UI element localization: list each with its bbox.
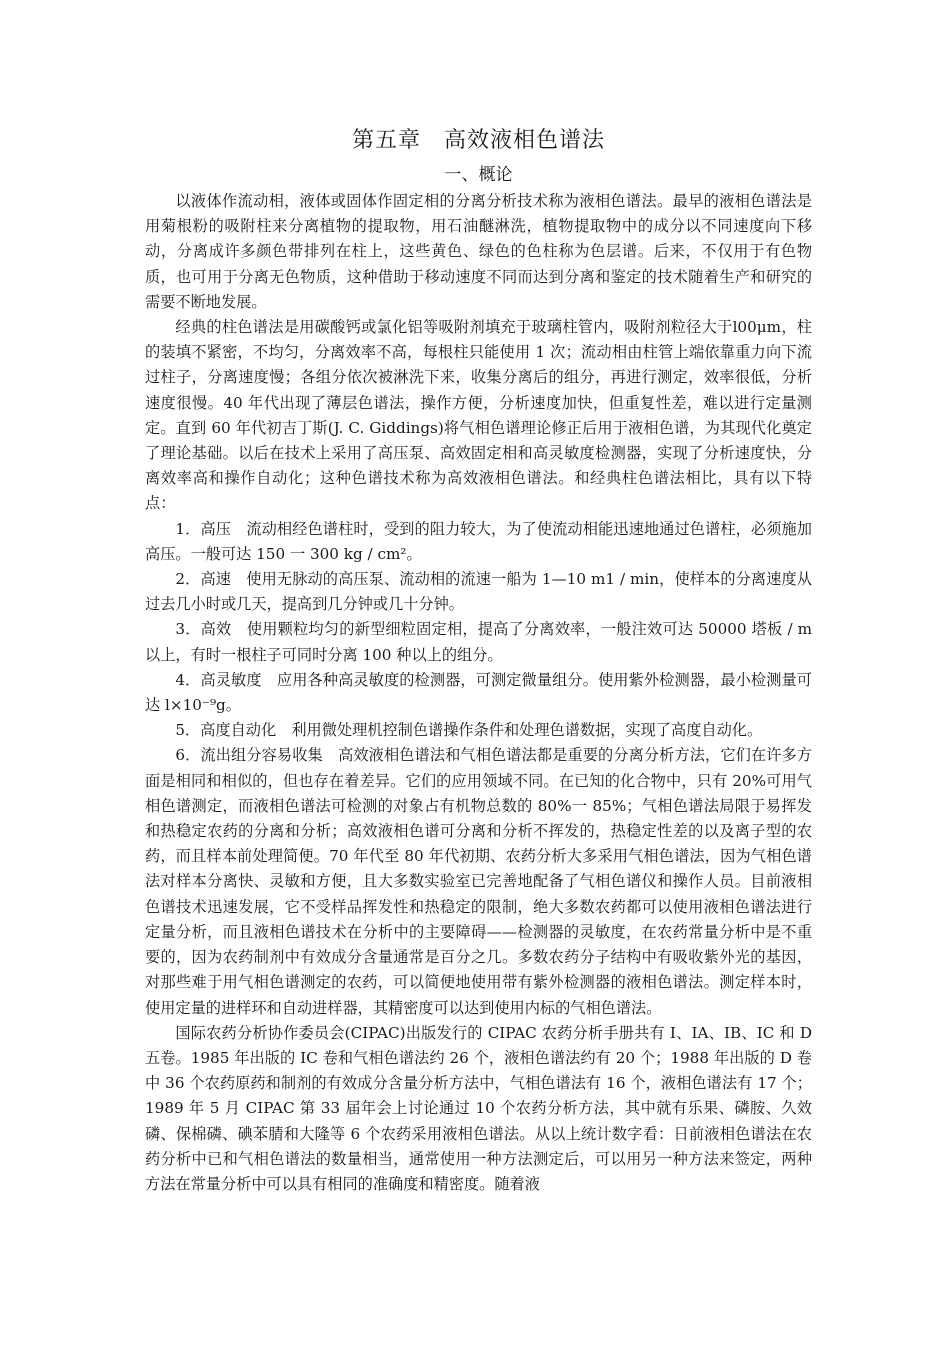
feature-easy-collection: 6．流出组分容易收集 高效液相色谱法和气相色谱法都是重要的分离分析方法，它们在许多方面是相同和相似的，但也存在着差异。它们的应用领域不同。在已知的化合物中，只有 20%可用气相色谱测定，而液相色谱法可检测的对象占有机物总数的 80%一 85%；气相色谱法局限于易挥发和热稳定农药的分离和分析；高效液相色谱可分离和分析不挥发的，热稳定性差的以及离子型的农药，而且样本前处理简便。70 年代至 80 年代初期、农药分析大多采用气相色谱法，因为气相色谱法对样本分离快、灵敏和方便，且大多数实验室已完善地配备了气相色谱仪和操作人员。目前液相色谱技术迅速发展，它不受样品挥发性和热稳定的限制，绝大多数农药都可以使用液相色谱法进行定量分析，而且液相色谱技术在分析中的主要障碍——检测器的灵敏度，在农药常量分析中是不重要的，因为农药制剂中有效成分含量通常是百分之几。多数农药分子结构中有吸收紫外光的基因，对那些难于用气相色谱测定的农药，可以简便地使用带有紫外检测器的液相色谱法。测定样本时，使用定量的进样环和自动进样器，其精密度可以达到使用内标的气相色谱法。 [145,746,812,1017]
feature-high-sensitivity: 4．高灵敏度 应用各种高灵敏度的检测器，可测定微量组分。使用紫外检测器，最小检测量可达 l×10⁻⁹g。 [145,670,812,715]
feature-automation: 5．高度自动化 利用微处理机控制色谱操作条件和处理色谱数据，实现了高度自动化。 [175,721,763,740]
feature-high-efficiency: 3．高效 使用颗粒均匀的新型细粒固定相，提高了分离效率，一般注效可达 50000 塔板 / m 以上，有时一根柱子可同时分离 100 种以上的组分。 [145,620,812,664]
chapter-title: 第五章 高效液相色谱法 [351,128,605,153]
document-page [145,125,812,1197]
paragraph-classic-column: 经典的柱色谱法是用碳酸钙或氯化铝等吸附剂填充于玻璃柱管内，吸附剂粒径大于l00μm，柱的装填不紧密，不均匀，分离效率不高，每根柱只能使用 1 次；流动相由柱管上端依靠重力向下流过柱子，分离速度慢；各组分依次被淋洗下来，收集分离后的组分，再进行测定，效率很低，分析速度很慢。40 年代出现了薄层色谱法，操作方便，分析速度加快，但重复性差，难以进行定量测定。直到 60 年代初吉丁斯(J. C. Giddings)将气相色谱理论修正后用于液相色谱，为其现代化奠定了理论基础。以后在技术上采用了高压泵、高效固定相和高灵敏度检测器，实现了分析速度快，分离效率高和操作自动化；这种色谱技术称为高效液相色谱法。和经典柱色谱法相比，具有以下特点： [145,318,812,513]
paragraph-intro: 以液体作流动相，液体或固体作固定相的分离分析技术称为液相色谱法。最早的液相色谱法是用菊根粉的吸附柱来分离植物的提取物，用石油醚淋洗，植物提取物中的成分以不同速度向下移动，分离成许多颜色带排列在柱上，这些黄色、绿色的色柱称为色层谱。后来，不仅用于有色物质，也可用于分离无色物质，这种借助于移动速度不同而达到分离和鉴定的技术随着生产和研究的需要不断地发展。 [145,192,812,311]
section-title: 一、概论 [444,165,513,185]
paragraph-cipac: 国际农药分析协作委员会(CIPAC)出版发行的 CIPAC 农药分析手册共有 I、IA、IB、IC 和 D 五卷。1985 年出版的 IC 卷和气相色谱法约 26 个，液相色谱法约有 20 个；1988 年出版的 D 卷中 36 个农药原药和制剂的有效成分含量分析方法中，气相色谱法有 16 个，液相色谱法有 17 个；1989 年 5 月 CIPAC 第 33 届年会上讨论通过 10 个农药分析方法，其中就有乐果、磷胺、久效磷、保棉磷、碘苯腈和大隆等 6 个农药采用液相色谱法。从以上统计数字看：日前液相色谱法在农药分析中已和气相色谱法的数量相当，通常使用一种方法测定后，可以用另一种方法来签定，两种方法在常量分析中可以具有相同的准确度和精密度。随着液 [145,1023,812,1193]
feature-high-pressure: 1．高压 流动相经色谱柱时，受到的阻力较大，为了使流动相能迅速地通过色谱柱，必须施加高压。一般可达 150 一 300 kg / cm²。 [145,519,812,563]
feature-high-speed: 2．高速 使用无脉动的高压泵、流动相的流速一船为 1—10 m1 / min，使样本的分离速度从过去几小时或几天，提高到几分钟或几十分钟。 [145,570,812,614]
